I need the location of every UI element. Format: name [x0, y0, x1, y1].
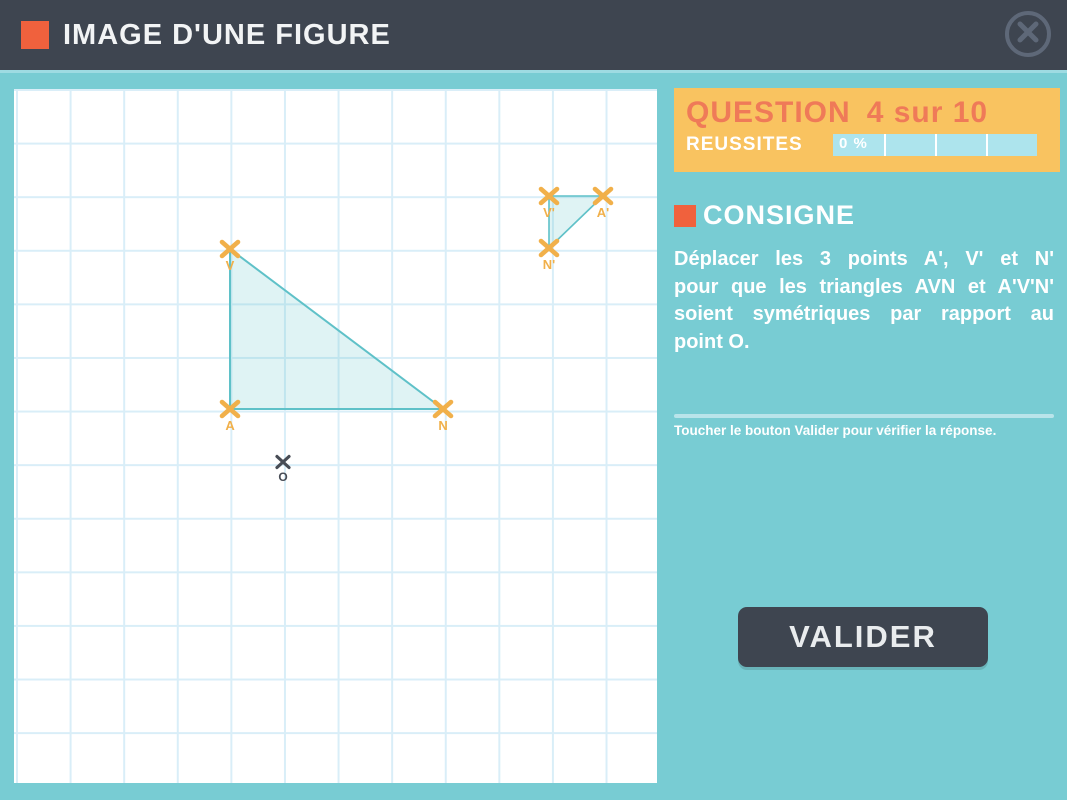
reussites-label: REUSSITES	[686, 134, 803, 155]
question-counter: 4 sur 10	[866, 96, 989, 129]
point-label: V'	[543, 205, 555, 220]
consigne-line: pour que les triangles AVN et A'V'N'	[674, 275, 1054, 298]
point-A-marker	[222, 402, 238, 433]
progress-segment-divider	[935, 134, 937, 156]
progress-percent-label: 0 %	[839, 135, 868, 152]
point-Ap-marker[interactable]	[595, 189, 611, 220]
point-label: A	[225, 418, 235, 433]
point-O-marker	[277, 457, 289, 485]
consigne-accent-square	[674, 205, 696, 227]
point-N-marker	[435, 402, 451, 433]
point-label: V	[225, 258, 235, 273]
question-box	[674, 88, 1060, 172]
validate-button[interactable]	[738, 607, 988, 667]
point-Vp-marker[interactable]	[541, 189, 557, 220]
geometry-board	[14, 89, 657, 783]
close-button[interactable]	[1005, 11, 1051, 57]
success-progress-bar	[833, 134, 1037, 156]
consigne-line: Déplacer les 3 points A', V' et N'	[674, 248, 1054, 270]
point-label: N'	[542, 257, 556, 272]
validate-hint-text: Toucher le bouton Valider pour vérifier la réponse.	[674, 423, 997, 438]
question-label: QUESTION	[686, 96, 851, 129]
x-marker-icon	[277, 457, 289, 468]
sidebar-divider	[674, 414, 1054, 418]
progress-segment-divider	[986, 134, 988, 156]
validate-button-label: VALIDER	[789, 619, 937, 654]
triangle-AVN	[230, 249, 443, 409]
consigne-title: CONSIGNE	[703, 200, 856, 230]
title-bar	[0, 0, 1067, 73]
close-icon	[1016, 20, 1040, 49]
point-label: N	[438, 418, 448, 433]
progress-segment-divider	[884, 134, 886, 156]
point-label: A'	[596, 205, 610, 220]
consigne-line: soient symétriques par rapport au	[674, 303, 1054, 325]
consigne-line: point O.	[674, 330, 750, 353]
title-accent-square	[21, 21, 49, 49]
board-svg	[14, 89, 657, 783]
page-title: IMAGE D'UNE FIGURE	[63, 18, 391, 51]
consigne-heading	[674, 200, 855, 231]
point-Np-marker[interactable]	[541, 241, 557, 272]
point-label: O	[278, 470, 288, 484]
consigne-text	[674, 246, 1054, 356]
